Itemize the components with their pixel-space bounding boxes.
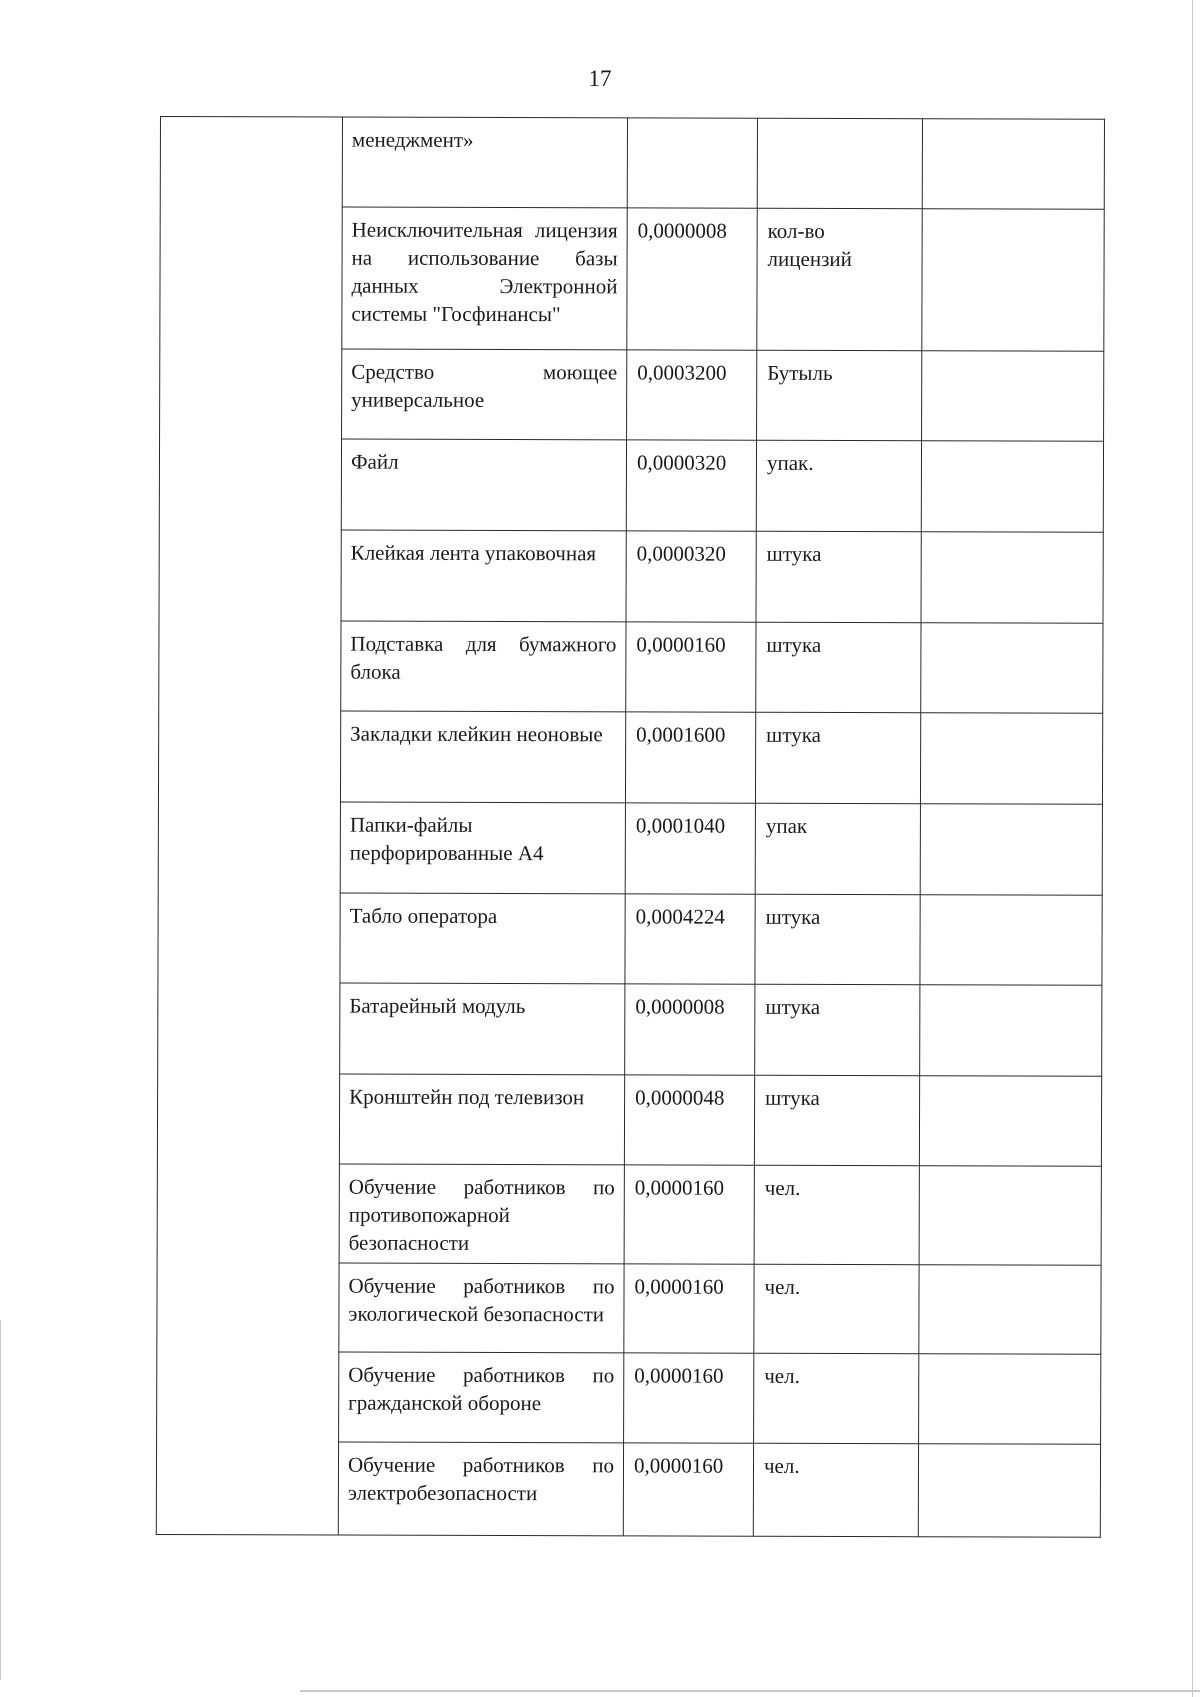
empty-cell: [922, 351, 1104, 442]
item-name-cell: Батарейный модуль: [340, 983, 625, 1075]
item-unit-cell: штука: [755, 894, 920, 984]
page-number: 17: [588, 66, 612, 91]
item-name-cell: Обучение работников по экологической безопасности: [339, 1263, 624, 1353]
item-qty-cell: 0,0000320: [626, 440, 756, 531]
item-name-cell: Табло оператора: [340, 893, 625, 984]
item-name-cell: Обучение работников по гражданской обороне: [339, 1352, 624, 1443]
item-name-cell: Закладки клейкин неоновые: [340, 711, 625, 803]
item-unit-cell: штука: [755, 984, 920, 1075]
item-name-cell: Обучение работников по электробезопасности: [338, 1442, 623, 1536]
empty-cell: [921, 441, 1103, 533]
empty-cell: [920, 895, 1102, 986]
item-qty-cell: [627, 118, 757, 208]
item-name-cell: Файл: [341, 439, 626, 531]
empty-cell: [922, 119, 1104, 210]
item-name-cell: Клейкая лента упаковочная: [341, 530, 626, 622]
item-unit-cell: штука: [754, 1075, 919, 1165]
item-qty-cell: 0,0000160: [624, 1165, 754, 1264]
scan-edge-mark: [300, 1690, 1200, 1692]
item-unit-cell: штука: [756, 622, 921, 712]
empty-cell: [922, 209, 1104, 352]
empty-cell: [919, 1265, 1101, 1355]
scan-edge-mark: [1192, 0, 1193, 1697]
item-unit-cell: упак.: [756, 440, 921, 531]
scan-edge-mark: [0, 1320, 1, 1680]
item-unit-cell: чел.: [754, 1165, 919, 1264]
item-name-cell: Неисключительная лицензия на использование базы данных Электронной системы "Госфинансы": [342, 207, 627, 350]
empty-cell: [920, 985, 1102, 1077]
item-unit-cell: упак: [755, 803, 920, 894]
empty-cell: [920, 804, 1102, 896]
empty-cell: [920, 713, 1102, 805]
item-name-cell: Подставка для бумажного блока: [341, 621, 626, 712]
item-qty-cell: 0,0000008: [625, 984, 755, 1075]
item-unit-cell: штука: [756, 531, 921, 622]
item-qty-cell: 0,0000160: [626, 622, 756, 712]
item-unit-cell: [757, 118, 922, 208]
item-unit-cell: чел.: [753, 1443, 918, 1536]
item-name-cell: менеджмент»: [342, 117, 627, 208]
item-name-cell: Обучение работников по противопожарной безопасности: [339, 1164, 624, 1264]
item-qty-cell: 0,0001040: [625, 803, 755, 894]
empty-cell: [919, 1354, 1101, 1445]
empty-cell: [919, 1166, 1101, 1266]
item-qty-cell: 0,0000008: [627, 208, 757, 350]
item-qty-cell: 0,0000048: [624, 1075, 754, 1165]
empty-cell: [921, 623, 1103, 714]
item-unit-cell: чел.: [754, 1353, 919, 1443]
empty-cell: [918, 1444, 1100, 1538]
item-name-cell: Средство моющее универсальное: [342, 349, 627, 440]
item-qty-cell: 0,0003200: [627, 350, 757, 440]
item-name-cell: Кронштейн под телевизон: [339, 1074, 624, 1165]
table-row: [160, 117, 1104, 210]
item-unit-cell: чел.: [754, 1264, 919, 1353]
item-qty-cell: 0,0000320: [626, 531, 756, 622]
empty-cell: [921, 532, 1103, 624]
item-qty-cell: 0,0000160: [624, 1264, 754, 1353]
item-qty-cell: 0,0001600: [625, 712, 755, 803]
item-unit-cell: Бутыль: [757, 350, 922, 440]
empty-cell: [919, 1076, 1101, 1167]
items-table: [156, 116, 1105, 1538]
item-unit-cell: штука: [755, 712, 920, 803]
item-unit-cell: кол-во лицензий: [757, 208, 922, 350]
item-name-cell: Папки-файлы перфорированные А4: [340, 802, 625, 894]
item-qty-cell: 0,0004224: [625, 894, 755, 984]
item-qty-cell: 0,0000160: [623, 1443, 753, 1536]
item-qty-cell: 0,0000160: [624, 1353, 754, 1443]
merged-empty-cell: [156, 117, 342, 1536]
